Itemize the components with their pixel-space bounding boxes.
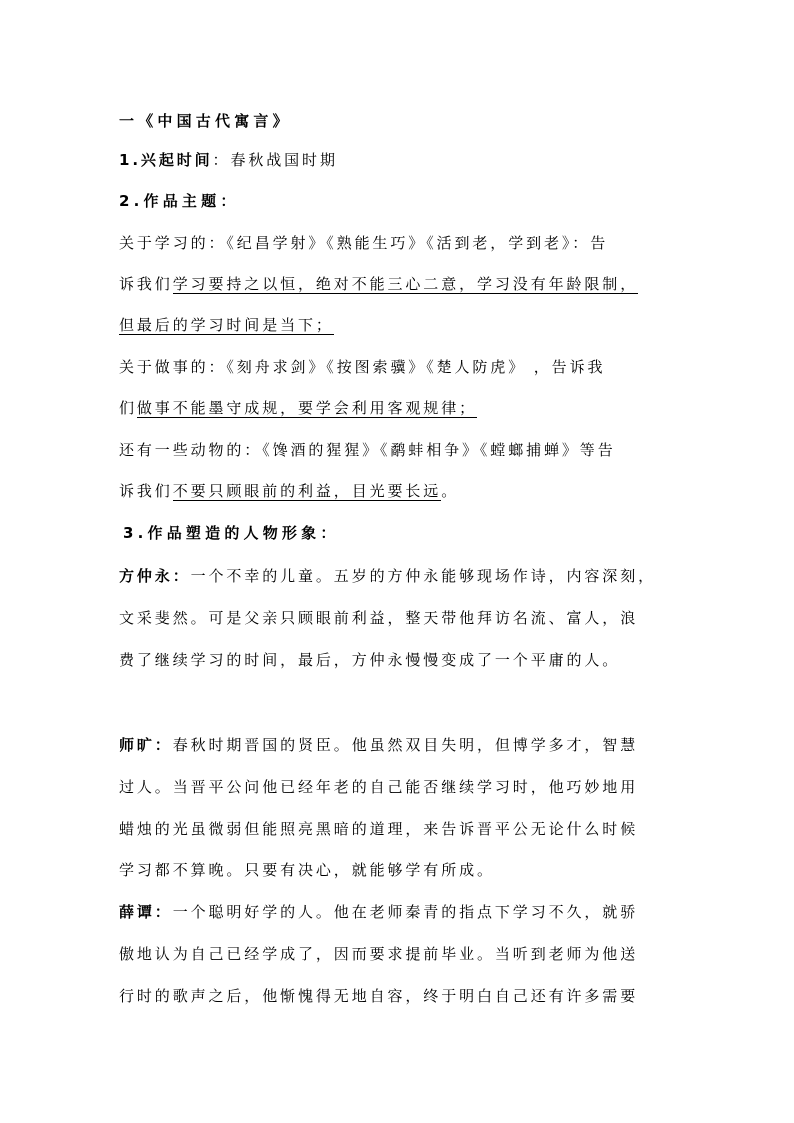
theme-study-pre: 诉我们 xyxy=(119,275,173,293)
theme-animal-pre: 诉我们 xyxy=(119,482,173,500)
theme-work-line-2 xyxy=(119,397,699,419)
character-3-name: 薛谭： xyxy=(119,903,173,921)
section-1-value: ：春秋战国时期 xyxy=(212,151,338,169)
character-1-name: 方仲永： xyxy=(119,567,191,585)
theme-animal-underlined: 不要只顾眼前的利益，目光要长远 xyxy=(172,482,442,500)
theme-study-underlined: 学习要持之以恒，绝对不能三心二意，学习没有年龄限制， xyxy=(172,275,639,293)
character-1-line-1 xyxy=(119,565,699,587)
character-2-name: 师旷： xyxy=(119,736,173,754)
character-2-line-2: 过人。当晋平公问他已经年老的自己能否继续学习时，他巧妙地用 xyxy=(119,778,639,796)
document-heading: 一《中国古代寓言》 xyxy=(119,112,292,130)
theme-animal-line-1: 还有一些动物的：《馋酒的猩猩》《鹬蚌相争》《螳螂捕蝉》等告 xyxy=(119,441,616,459)
theme-animal-line-2 xyxy=(119,480,699,502)
character-3-line-3: 行时的歌声之后，他惭愧得无地自容，终于明白自己还有许多需要 xyxy=(119,987,639,1005)
section-1 xyxy=(119,149,699,171)
character-3-line-2: 傲地认为自己已经学成了，因而要求提前毕业。当听到老师为他送 xyxy=(119,945,639,963)
theme-work-underlined: 做事不能墨守成规，要学会利用客观规律； xyxy=(136,399,478,417)
character-2-line-4: 学习都不算晚。只要有决心，就能够学有所成。 xyxy=(119,861,495,879)
character-3-text-1: 一个聪明好学的人。他在老师秦青的指点下学习不久，就骄 xyxy=(172,903,639,921)
character-1-text-1: 一个不幸的儿童。五岁的方仲永能够现场作诗，内容深刻， xyxy=(190,567,657,585)
section-3-label: 3.作品塑造的人物形象： xyxy=(123,524,340,542)
theme-work-line-1: 关于做事的：《刻舟求剑》《按图索骥》《楚人防虎》 ，告诉我 xyxy=(119,358,606,376)
theme-study-line-2 xyxy=(119,273,699,295)
theme-animal-end: 。 xyxy=(441,482,460,500)
section-2-label: 2.作品主题： xyxy=(119,192,240,210)
character-1-line-3: 费了继续学习的时间，最后，方仲永慢慢变成了一个平庸的人。 xyxy=(119,651,621,669)
character-2-line-3: 蜡烛的光虽微弱但能照亮黑暗的道理，来告诉晋平公无论什么时候 xyxy=(119,820,639,838)
character-1-line-2: 文采斐然。可是父亲只顾眼前利益，整天带他拜访名流、富人，浪 xyxy=(119,609,639,627)
character-2-line-1 xyxy=(119,734,699,756)
character-3-line-1 xyxy=(119,901,699,923)
theme-study-line-3 xyxy=(119,314,699,336)
section-1-label: 1.兴起时间 xyxy=(119,151,213,169)
theme-study-line-1: 关于学习的：《纪昌学射》《熟能生巧》《活到老，学到老》：告 xyxy=(119,234,609,252)
theme-work-pre: 们 xyxy=(119,399,137,417)
character-2-text-1: 春秋时期晋国的贤臣。他虽然双目失明，但博学多才，智慧 xyxy=(172,736,639,754)
theme-study-underlined-2: 但最后的学习时间是当下； xyxy=(119,316,334,334)
